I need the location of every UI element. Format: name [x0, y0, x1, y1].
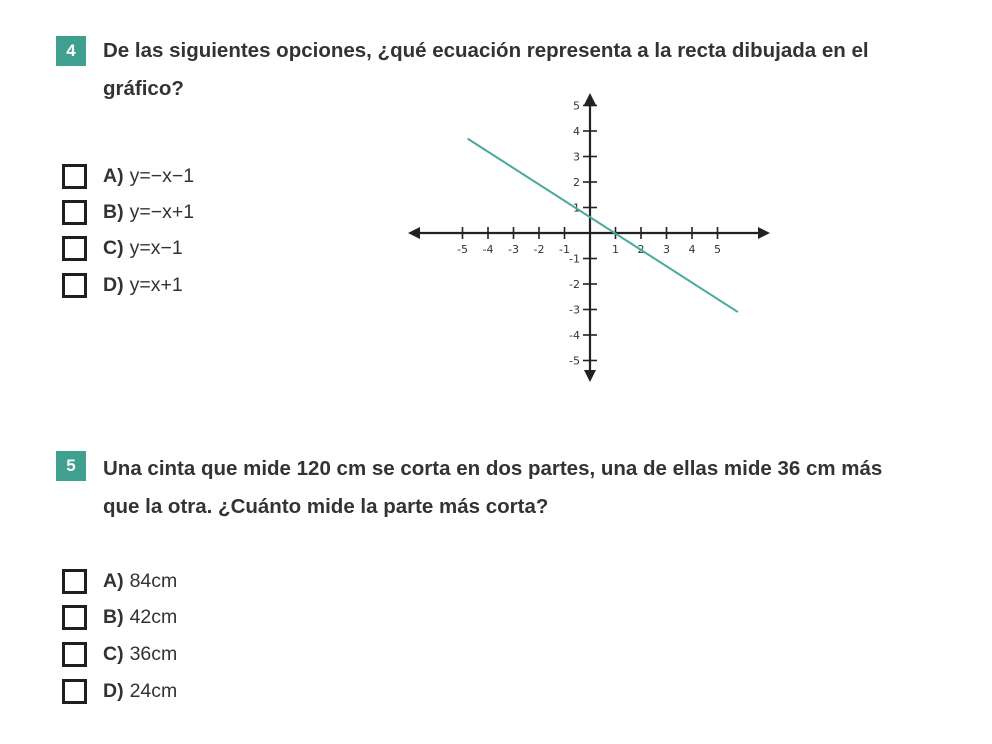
option-label: [103, 680, 177, 703]
x-axis-arrow-right: [758, 227, 770, 239]
question-number-badge: [56, 451, 86, 481]
option-label: [103, 201, 194, 224]
option-b[interactable]: [62, 602, 177, 632]
question-number: 4: [66, 41, 76, 60]
option-a[interactable]: [62, 566, 177, 596]
option-letter: A): [103, 164, 124, 187]
option-label: [103, 643, 177, 666]
option-d[interactable]: [62, 270, 183, 300]
x-tick-label: -1: [559, 243, 570, 256]
option-letter: A): [103, 569, 124, 592]
x-tick-label: 5: [714, 243, 721, 256]
option-label: [103, 274, 183, 297]
y-axis-arrow-down: [584, 370, 596, 382]
checkbox[interactable]: [62, 679, 87, 704]
y-tick-label: 5: [573, 99, 580, 113]
y-tick-label: -2: [569, 278, 580, 291]
option-text: 36cm: [129, 642, 178, 665]
x-tick-label: -2: [533, 243, 545, 256]
x-tick-label: -3: [508, 243, 519, 256]
checkbox[interactable]: [62, 273, 87, 298]
option-d[interactable]: [62, 676, 177, 706]
x-axis-arrow-left: [408, 227, 420, 239]
checkbox[interactable]: [62, 236, 87, 261]
option-label: [103, 237, 183, 260]
x-tick-label: -5: [457, 243, 468, 256]
option-letter: B): [103, 605, 124, 628]
x-tick-label: 1: [612, 243, 619, 256]
y-tick-label: 4: [573, 125, 580, 138]
option-a[interactable]: [62, 161, 194, 191]
option-b[interactable]: [62, 197, 194, 227]
y-tick-label: -1: [569, 252, 580, 266]
x-tick-label: 3: [663, 243, 670, 256]
option-text: y=x+1: [129, 273, 183, 296]
checkbox[interactable]: [62, 569, 87, 594]
x-tick-label: 4: [688, 243, 696, 256]
y-axis-arrow-up: [584, 93, 596, 105]
option-text: y=x−1: [129, 236, 183, 259]
coordinate-plane-graph: [400, 90, 780, 385]
option-letter: D): [103, 679, 124, 702]
x-tick-label: 2: [637, 243, 645, 256]
question-text-line: que la otra. ¿Cuánto mide la parte más corta?: [103, 495, 549, 518]
series-line: [468, 139, 738, 312]
question-text-line: De las siguientes opciones, ¿qué ecuación representa a la recta dibujada en el: [103, 39, 869, 62]
option-text: y=−x−1: [129, 164, 195, 187]
y-tick-label: -4: [569, 329, 580, 342]
option-letter: B): [103, 200, 124, 223]
option-letter: C): [103, 236, 124, 259]
checkbox[interactable]: [62, 642, 87, 667]
question-text-line: Una cinta que mide 120 cm se corta en dos partes, una de ellas mide 36 cm más: [103, 457, 883, 480]
option-text: 84cm: [129, 569, 178, 592]
option-c[interactable]: [62, 233, 183, 263]
option-letter: D): [103, 273, 124, 296]
checkbox[interactable]: [62, 605, 87, 630]
y-tick-label: -5: [569, 354, 580, 368]
checkbox[interactable]: [62, 164, 87, 189]
checkbox[interactable]: [62, 200, 87, 225]
y-tick-label: -3: [569, 303, 580, 317]
option-letter: C): [103, 642, 124, 665]
option-label: [103, 165, 194, 188]
y-tick-label: 2: [573, 176, 580, 189]
y-tick-label: 1: [573, 201, 580, 215]
question-number: 5: [66, 456, 76, 475]
option-c[interactable]: [62, 639, 177, 669]
y-tick-label: 3: [573, 150, 580, 164]
x-tick-label: -4: [482, 243, 494, 256]
option-label: [103, 570, 177, 593]
option-text: 24cm: [129, 679, 178, 702]
option-label: [103, 606, 177, 629]
option-text: 42cm: [129, 605, 178, 628]
question-text-line: gráfico?: [103, 77, 184, 100]
option-text: y=−x+1: [129, 200, 195, 223]
question-text: [103, 450, 983, 526]
question-number-badge: [56, 36, 86, 66]
